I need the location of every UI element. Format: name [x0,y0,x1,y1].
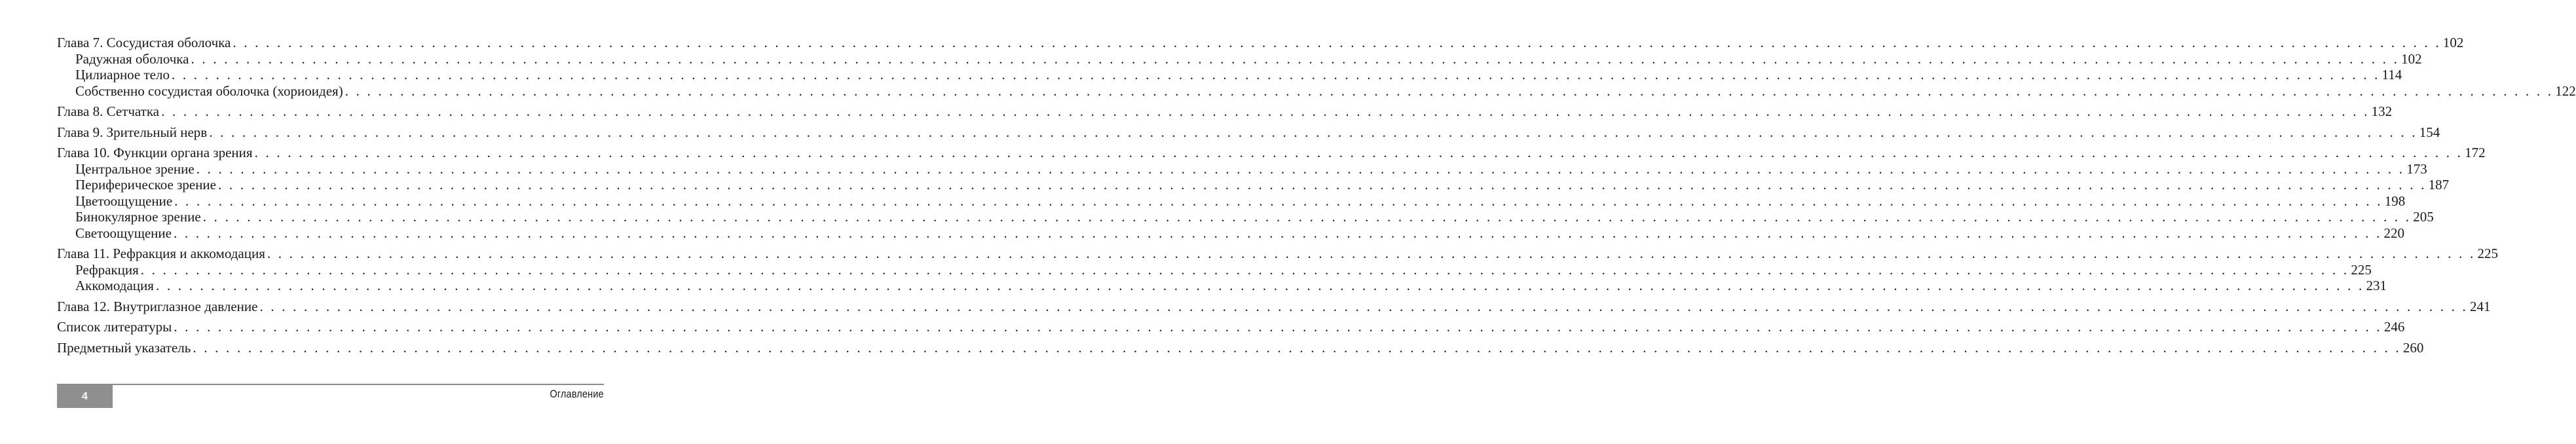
page-number-badge [57,385,113,408]
toc-entry-title: Рефракция [75,261,139,278]
toc-leader-dots: . . . . . . . . . . . . . . . . . . . . . . . . . . . . . . . . . . . . . . . . . . . . . . . . . . . . . . . . . . . . . . . . . . . . . . . . . . . . . . . . . . . . . . . . . . . . . . . . . . . . . . . . . . . . . . . . . . . . . . . . . . . . . . . . . . . . . . . . . . . . . . . . . . . . . . . . . . . . . . . . . . . . . . . . . . . . . . . . . . . . . . . . . . . . . . . . . . . . . . . . [173,225,2382,241]
toc-entry-choroid[interactable] [57,83,2576,100]
toc-entry-ciliary-body[interactable] [57,67,2402,83]
footer-divider [57,384,604,385]
toc-entry-page: 220 [2383,225,2405,241]
toc-entry-refraction[interactable] [57,261,2372,278]
toc-leader-dots: . . . . . . . . . . . . . . . . . . . . . . . . . . . . . . . . . . . . . . . . . . . . . . . . . . . . . . . . . . . . . . . . . . . . . . . . . . . . . . . . . . . . . . . . . . . . . . . . . . . . . . . . . . . . . . . . . . . . . . . . . . . . . . . . . . . . . . . . . . . . . . . . . . . . . . . . . . . . . . . . . . . . . . . . . . . . . . . . . . . . . . . . . . . . . . . . . . . . . . . . [140,261,2349,278]
toc-leader-dots: . . . . . . . . . . . . . . . . . . . . . . . . . . . . . . . . . . . . . . . . . . . . . . . . . . . . . . . . . . . . . . . . . . . . . . . . . . . . . . . . . . . . . . . . . . . . . . . . . . . . . . . . . . . . . . . . . . . . . . . . . . . . . . . . . . . . . . . . . . . . . . . . . . . . . . . . . . . . . . . . . . . . . . . . . . . . . . . . . . . . . . . . . . . . . . . . . . . . . . . . [193,339,2401,356]
toc-leader-dots: . . . . . . . . . . . . . . . . . . . . . . . . . . . . . . . . . . . . . . . . . . . . . . . . . . . . . . . . . . . . . . . . . . . . . . . . . . . . . . . . . . . . . . . . . . . . . . . . . . . . . . . . . . . . . . . . . . . . . . . . . . . . . . . . . . . . . . . . . . . . . . . . . . . . . . . . . . . . . . . . . . . . . . . . . . . . . . . . . . . . . . . . . . . . . . . . . . . . . . . . [174,193,2383,209]
toc-leader-dots: . . . . . . . . . . . . . . . . . . . . . . . . . . . . . . . . . . . . . . . . . . . . . . . . . . . . . . . . . . . . . . . . . . . . . . . . . . . . . . . . . . . . . . . . . . . . . . . . . . . . . . . . . . . . . . . . . . . . . . . . . . . . . . . . . . . . . . . . . . . . . . . . . . . . . . . . . . . . . . . . . . . . . . . . . . . . . . . . . . . . . . . . . . . . . . . . . . . . . . . . [155,278,2364,293]
toc-entry-page: 241 [2470,298,2491,314]
toc-leader-dots: . . . . . . . . . . . . . . . . . . . . . . . . . . . . . . . . . . . . . . . . . . . . . . . . . . . . . . . . . . . . . . . . . . . . . . . . . . . . . . . . . . . . . . . . . . . . . . . . . . . . . . . . . . . . . . . . . . . . . . . . . . . . . . . . . . . . . . . . . . . . . . . . . . . . . . . . . . . . . . . . . . . . . . . . . . . . . . . . . . . . . . . . . . . . . . . . . . . . . . . . [174,319,2382,335]
toc-entry-page: 260 [2402,339,2424,356]
toc-entry-title: Цилиарное тело [75,67,170,83]
toc-entry-chapter-7[interactable] [57,35,2464,51]
toc-entry-page: 173 [2406,160,2427,177]
toc-entry-title: Глава 10. Функции органа зрения [57,145,253,160]
toc-entry-page: 246 [2383,319,2405,335]
toc-entry-accommodation[interactable] [57,278,2387,294]
toc-leader-dots: . . . . . . . . . . . . . . . . . . . . . . . . . . . . . . . . . . . . . . . . . . . . . . . . . . . . . . . . . . . . . . . . . . . . . . . . . . . . . . . . . . . . . . . . . . . . . . . . . . . . . . . . . . . . . . . . . . . . . . . . . . . . . . . . . . . . . . . . . . . . . . . . . . . . . . . . . . . . . . . . . . . . . . . . . . . . . . . . . . . . . . . . . . . . . . . . . . . . . . . . [254,145,2463,160]
toc-entry-page: 198 [2384,193,2406,209]
toc-entry-subject-index[interactable] [57,339,2424,356]
toc-entry-title: Центральное зрение [75,160,195,177]
toc-leader-dots: . . . . . . . . . . . . . . . . . . . . . . . . . . . . . . . . . . . . . . . . . . . . . . . . . . . . . . . . . . . . . . . . . . . . . . . . . . . . . . . . . . . . . . . . . . . . . . . . . . . . . . . . . . . . . . . . . . . . . . . . . . . . . . . . . . . . . . . . . . . . . . . . . . . . . . . . . . . . . . . . . . . . . . . . . . . . . . . . . . . . . . . . . . . . . . . . . . . . . . . . [259,298,2469,314]
toc-entry-chapter-9[interactable] [57,124,2440,141]
toc-entry-title: Периферическое зрение [75,177,216,193]
toc-entry-chapter-10[interactable] [57,145,2486,161]
toc-leader-dots: . . . . . . . . . . . . . . . . . . . . . . . . . . . . . . . . . . . . . . . . . . . . . . . . . . . . . . . . . . . . . . . . . . . . . . . . . . . . . . . . . . . . . . . . . . . . . . . . . . . . . . . . . . . . . . . . . . . . . . . . . . . . . . . . . . . . . . . . . . . . . . . . . . . . . . . . . . . . . . . . . . . . . . . . . . . . . . . . . . . . . . . . . . . . . . . . . . . . . . . . [161,103,2370,119]
toc-leader-dots: . . . . . . . . . . . . . . . . . . . . . . . . . . . . . . . . . . . . . . . . . . . . . . . . . . . . . . . . . . . . . . . . . . . . . . . . . . . . . . . . . . . . . . . . . . . . . . . . . . . . . . . . . . . . . . . . . . . . . . . . . . . . . . . . . . . . . . . . . . . . . . . . . . . . . . . . . . . . . . . . . . . . . . . . . . . . . . . . . . . . . . . . . . . . . . . . . . . . . . . . [209,124,2417,140]
toc-leader-dots: . . . . . . . . . . . . . . . . . . . . . . . . . . . . . . . . . . . . . . . . . . . . . . . . . . . . . . . . . . . . . . . . . . . . . . . . . . . . . . . . . . . . . . . . . . . . . . . . . . . . . . . . . . . . . . . . . . . . . . . . . . . . . . . . . . . . . . . . . . . . . . . . . . . . . . . . . . . . . . . . . . . . . . . . . . . . . . . . . . . . . . . . . . . . . . . . . . . . . . . . [196,160,2405,177]
toc-leader-dots: . . . . . . . . . . . . . . . . . . . . . . . . . . . . . . . . . . . . . . . . . . . . . . . . . . . . . . . . . . . . . . . . . . . . . . . . . . . . . . . . . . . . . . . . . . . . . . . . . . . . . . . . . . . . . . . . . . . . . . . . . . . . . . . . . . . . . . . . . . . . . . . . . . . . . . . . . . . . . . . . . . . . . . . . . . . . . . . . . . . . . . . . . . . . . . . . . . . . . . . . [345,83,2554,99]
toc-entry-page: 122 [2555,83,2576,99]
toc-entry-title: Радужная оболочка [75,50,189,67]
toc-entry-chapter-12[interactable] [57,298,2491,315]
toc-entry-color-perception[interactable] [57,193,2406,210]
toc-entry-chapter-11[interactable] [57,246,2498,262]
toc-entry-title: Глава 7. Сосудистая оболочка [57,35,231,50]
running-section-title: Оглавление [550,388,604,400]
toc-leader-dots: . . . . . . . . . . . . . . . . . . . . . . . . . . . . . . . . . . . . . . . . . . . . . . . . . . . . . . . . . . . . . . . . . . . . . . . . . . . . . . . . . . . . . . . . . . . . . . . . . . . . . . . . . . . . . . . . . . . . . . . . . . . . . . . . . . . . . . . . . . . . . . . . . . . . . . . . . . . . . . . . . . . . . . . . . . . . . . . . . . . . . . . . . . . . . . . . . . . . . . . . [218,177,2427,193]
toc-entry-chapter-8[interactable] [57,103,2393,120]
toc-entry-title: Бинокулярное зрение [75,209,201,225]
toc-entry-page: 102 [2442,35,2464,50]
toc-entry-peripheral-vision[interactable] [57,177,2450,193]
toc-entry-references[interactable] [57,319,2405,335]
toc-entry-page: 231 [2366,278,2387,293]
toc-entry-title: Цветоощущение [75,193,173,209]
toc-entry-page: 172 [2465,145,2486,160]
toc-entry-iris[interactable] [57,50,2422,67]
toc-entry-title: Собственно сосудистая оболочка (хориоидея) [75,83,343,99]
toc-entry-page: 114 [2381,67,2402,83]
toc-entry-title: Глава 9. Зрительный нерв [57,124,208,140]
page-number: 4 [82,390,88,402]
toc-leader-dots: . . . . . . . . . . . . . . . . . . . . . . . . . . . . . . . . . . . . . . . . . . . . . . . . . . . . . . . . . . . . . . . . . . . . . . . . . . . . . . . . . . . . . . . . . . . . . . . . . . . . . . . . . . . . . . . . . . . . . . . . . . . . . . . . . . . . . . . . . . . . . . . . . . . . . . . . . . . . . . . . . . . . . . . . . . . . . . . . . . . . . . . . . . . . . . . . . . . . . . . . [267,246,2476,261]
toc-entry-page: 132 [2371,103,2393,119]
toc-entry-page: 205 [2413,209,2434,225]
toc-entry-page: 154 [2419,124,2440,140]
toc-entry-title: Глава 11. Рефракция и аккомодация [57,246,265,261]
toc-entry-title: Список литературы [57,319,172,335]
toc-entry-page: 225 [2477,246,2498,261]
toc-entry-title: Предметный указатель [57,339,191,356]
toc-leader-dots: . . . . . . . . . . . . . . . . . . . . . . . . . . . . . . . . . . . . . . . . . . . . . . . . . . . . . . . . . . . . . . . . . . . . . . . . . . . . . . . . . . . . . . . . . . . . . . . . . . . . . . . . . . . . . . . . . . . . . . . . . . . . . . . . . . . . . . . . . . . . . . . . . . . . . . . . . . . . . . . . . . . . . . . . . . . . . . . . . . . . . . . . . . . . . . . . . . . . . . . . [202,209,2412,225]
toc-entry-title: Глава 12. Внутриглазное давление [57,298,258,314]
toc-entry-title: Светоощущение [75,225,172,241]
toc-entry-central-vision[interactable] [57,160,2427,177]
toc-leader-dots: . . . . . . . . . . . . . . . . . . . . . . . . . . . . . . . . . . . . . . . . . . . . . . . . . . . . . . . . . . . . . . . . . . . . . . . . . . . . . . . . . . . . . . . . . . . . . . . . . . . . . . . . . . . . . . . . . . . . . . . . . . . . . . . . . . . . . . . . . . . . . . . . . . . . . . . . . . . . . . . . . . . . . . . . . . . . . . . . . . . . . . . . . . . . . . . . . . . . . . . . [191,50,2400,67]
toc-entry-title: Аккомодация [75,278,154,293]
toc-leader-dots: . . . . . . . . . . . . . . . . . . . . . . . . . . . . . . . . . . . . . . . . . . . . . . . . . . . . . . . . . . . . . . . . . . . . . . . . . . . . . . . . . . . . . . . . . . . . . . . . . . . . . . . . . . . . . . . . . . . . . . . . . . . . . . . . . . . . . . . . . . . . . . . . . . . . . . . . . . . . . . . . . . . . . . . . . . . . . . . . . . . . . . . . . . . . . . . . . . . . . . . . [233,35,2441,50]
toc-entry-binocular-vision[interactable] [57,209,2434,225]
toc-entry-page: 187 [2428,177,2450,193]
toc-entry-page: 102 [2401,50,2422,67]
toc-entry-page: 225 [2351,261,2372,278]
toc-entry-light-perception[interactable] [57,225,2405,242]
table-of-contents [57,35,2576,356]
toc-entry-title: Глава 8. Сетчатка [57,103,160,119]
toc-leader-dots: . . . . . . . . . . . . . . . . . . . . . . . . . . . . . . . . . . . . . . . . . . . . . . . . . . . . . . . . . . . . . . . . . . . . . . . . . . . . . . . . . . . . . . . . . . . . . . . . . . . . . . . . . . . . . . . . . . . . . . . . . . . . . . . . . . . . . . . . . . . . . . . . . . . . . . . . . . . . . . . . . . . . . . . . . . . . . . . . . . . . . . . . . . . . . . . . . . . . . . . . [172,67,2380,83]
